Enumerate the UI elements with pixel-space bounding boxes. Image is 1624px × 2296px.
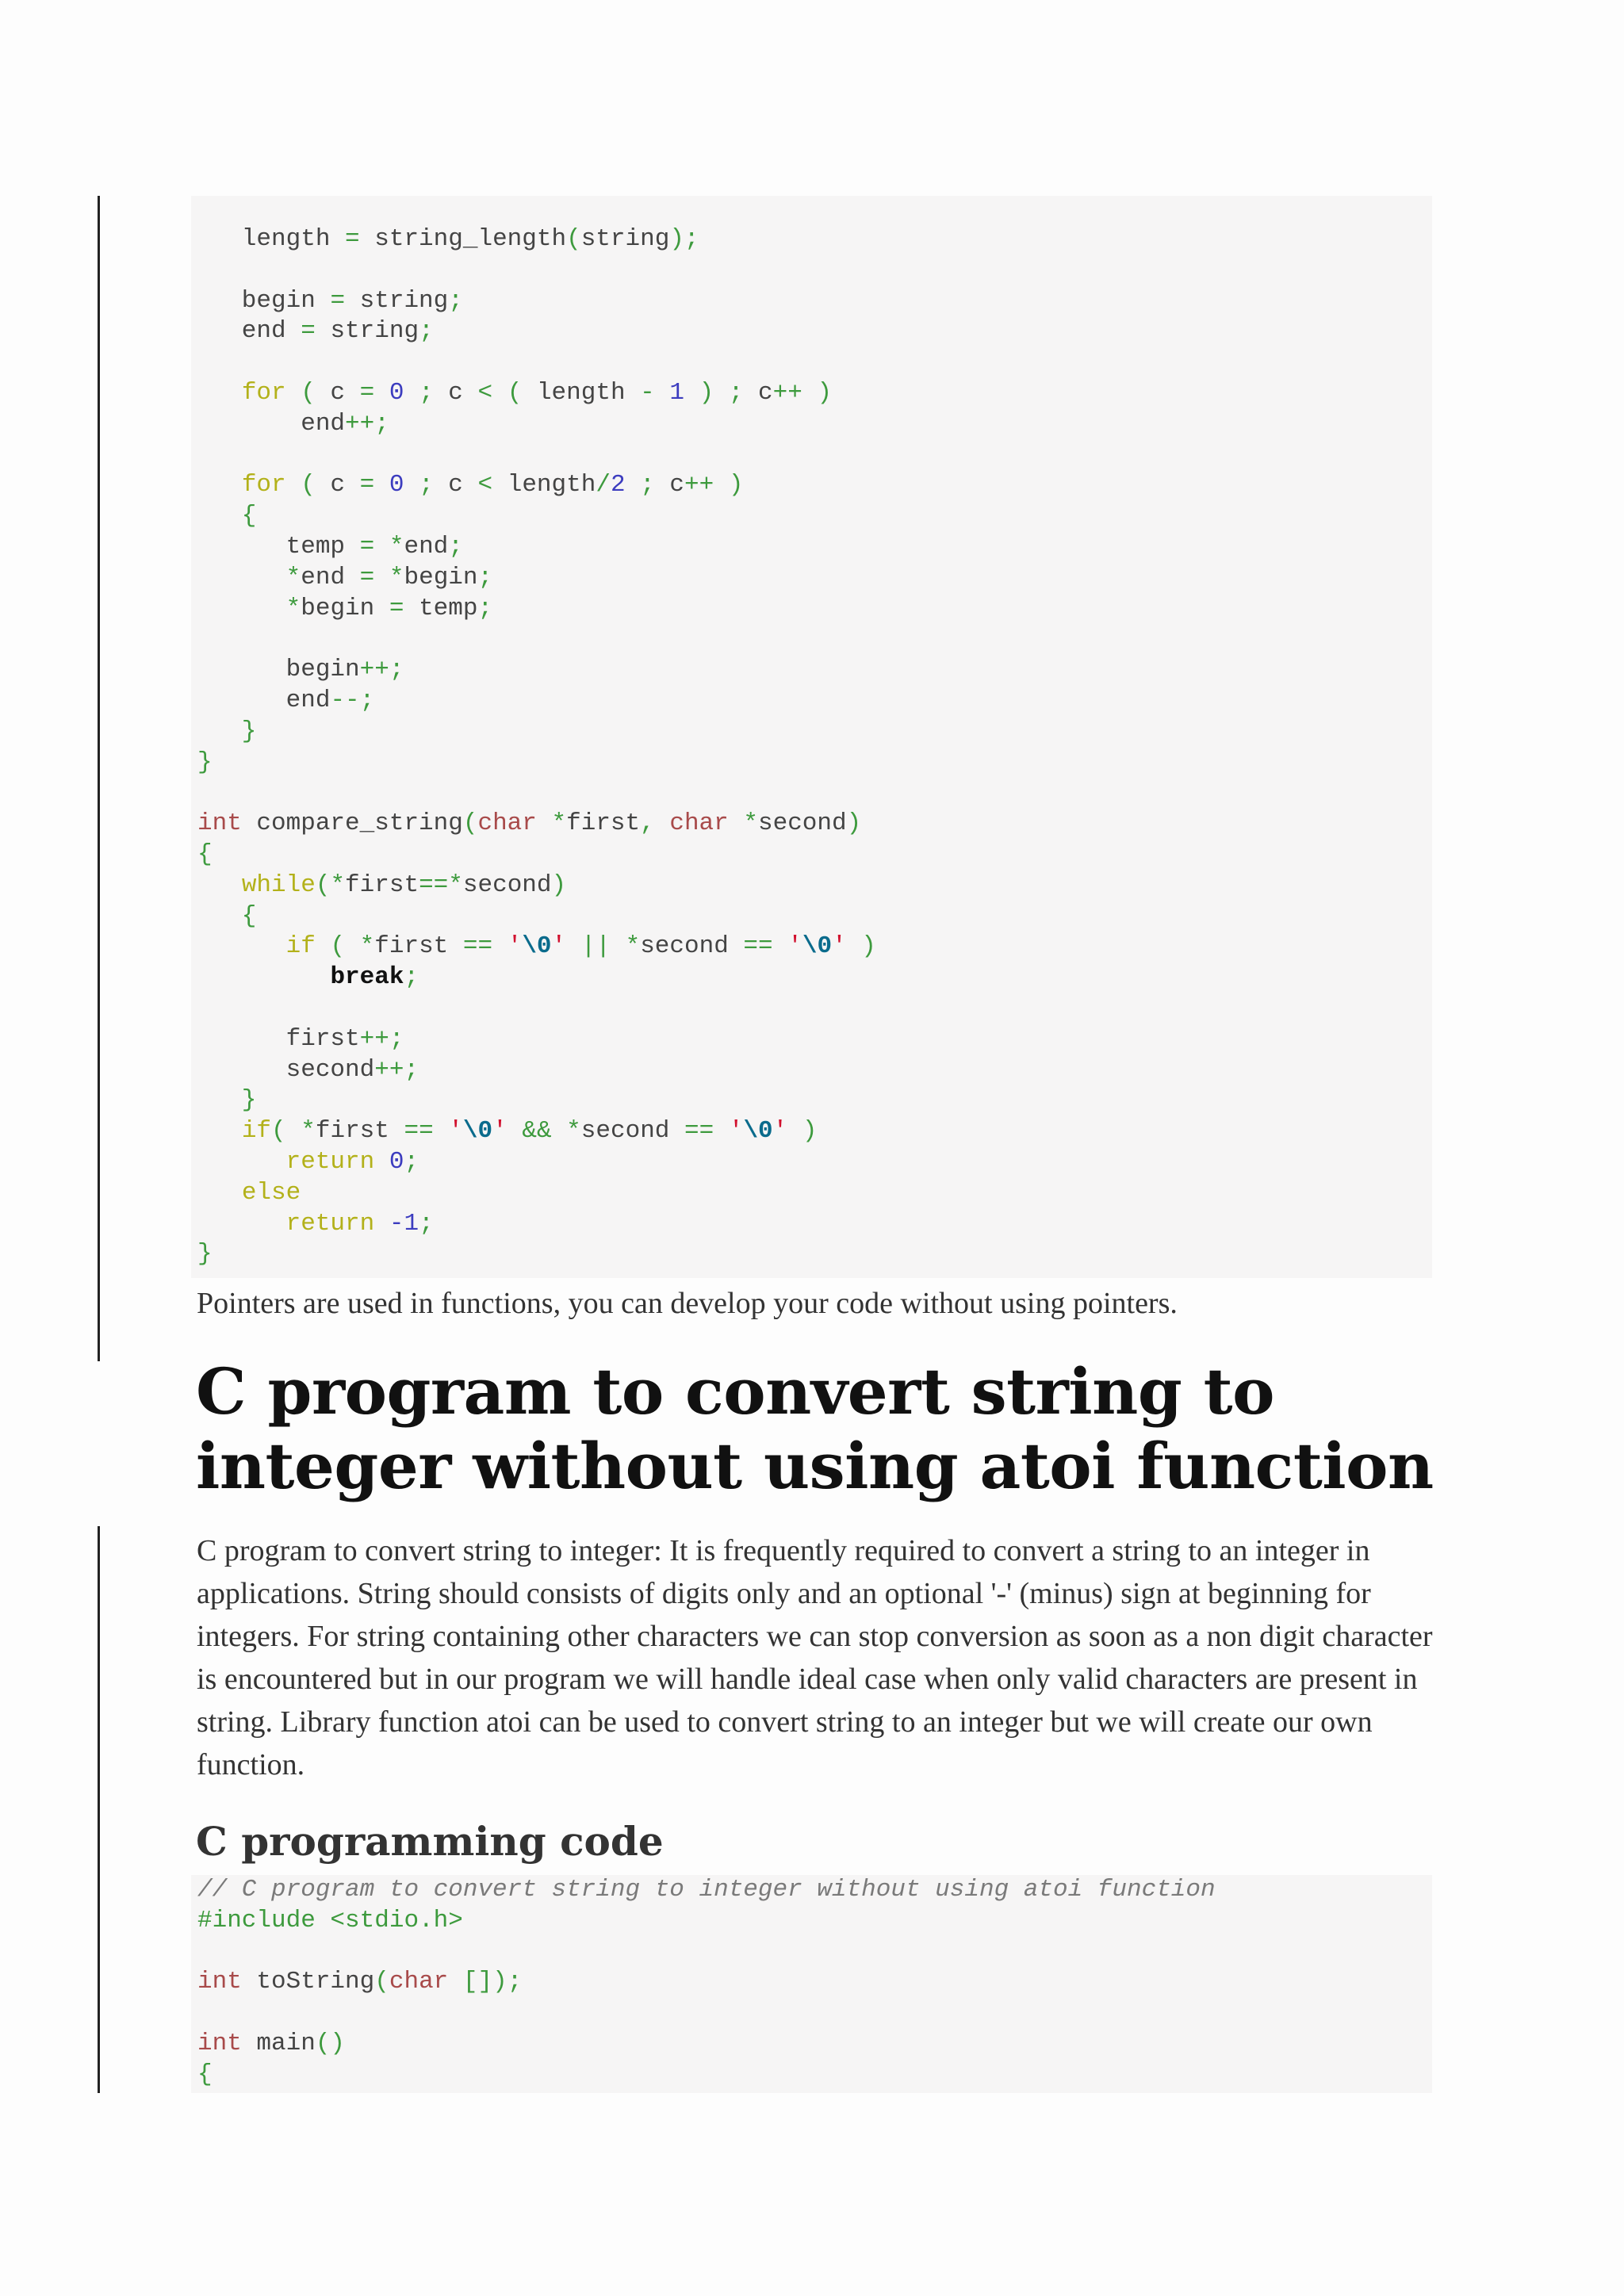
code-token: =	[301, 317, 316, 346]
code-token: second	[462, 871, 552, 899]
code-token: (	[271, 1117, 301, 1146]
code-token: end	[404, 532, 449, 561]
code-token: ;	[404, 1147, 419, 1176]
code-token: *	[285, 594, 301, 622]
code-token: =	[359, 532, 375, 561]
code-token: #include <stdio.h>	[197, 1906, 463, 1934]
quote-bar	[98, 196, 100, 1361]
code-token: ;	[448, 286, 463, 315]
code-line	[197, 1937, 1432, 1968]
code-token: ==	[404, 1117, 434, 1146]
code-token: c	[669, 471, 684, 499]
code-token: end	[197, 409, 346, 438]
code-token: (	[492, 378, 537, 407]
code-token: char	[669, 809, 729, 838]
code-line	[197, 1239, 1432, 1270]
code-token: (	[566, 225, 581, 253]
code-token: first	[315, 1117, 404, 1146]
code-token: --;	[330, 686, 375, 714]
code-token: ==	[462, 932, 493, 961]
code-line	[197, 286, 1432, 317]
code-block-atoi	[191, 1875, 1432, 2093]
code-line	[197, 1967, 1432, 1998]
code-token: begin	[301, 594, 389, 622]
code-line	[197, 809, 1432, 840]
code-token: \0	[802, 932, 833, 961]
code-token: ++	[684, 471, 714, 499]
code-line	[197, 224, 1432, 255]
code-token: (	[315, 871, 331, 899]
code-token: '	[787, 932, 802, 961]
code-line	[197, 717, 1432, 748]
code-token: }	[197, 1086, 257, 1115]
code-token: }	[197, 1240, 213, 1269]
code-token: *	[448, 871, 463, 899]
code-line	[197, 1085, 1432, 1116]
code-line	[197, 1178, 1432, 1209]
code-line	[197, 1116, 1432, 1147]
code-token: '	[551, 932, 567, 961]
quote-bar	[98, 1526, 100, 2093]
code-token	[197, 1117, 242, 1145]
code-token: second	[197, 1055, 375, 1084]
code-line	[197, 624, 1432, 655]
code-line	[197, 1024, 1432, 1055]
code-line	[197, 316, 1432, 347]
code-token: end	[197, 317, 301, 346]
code-token: second	[640, 932, 744, 961]
code-token: );	[669, 225, 699, 253]
code-token	[197, 379, 242, 407]
code-token: 0	[389, 471, 404, 499]
code-token: ;	[404, 471, 449, 499]
code-token: temp	[197, 532, 360, 561]
code-token	[374, 564, 389, 591]
code-token: *	[743, 809, 758, 838]
code-token: (	[462, 809, 478, 838]
code-token: else	[241, 1178, 301, 1207]
code-token	[197, 595, 286, 622]
code-token: toString	[241, 1968, 375, 1996]
code-token: '	[448, 1117, 463, 1146]
code-token: <	[477, 471, 493, 499]
code-token: length	[197, 225, 346, 253]
code-token: '	[772, 1117, 788, 1146]
code-token: *	[285, 563, 301, 591]
code-token: compare_string	[241, 809, 463, 838]
code-token: first	[345, 871, 419, 899]
code-token: ;	[404, 963, 419, 992]
code-token: int	[197, 809, 242, 838]
code-token	[537, 809, 552, 837]
code-token: end	[301, 563, 360, 591]
code-token: if	[285, 932, 316, 961]
code-line	[197, 532, 1432, 563]
code-token: *	[389, 563, 404, 591]
code-line	[197, 962, 1432, 993]
code-token: int	[197, 1968, 242, 1996]
code-line	[197, 1055, 1432, 1086]
code-token: string	[315, 317, 419, 346]
code-token: {	[197, 502, 257, 530]
code-token: string_length	[359, 225, 567, 253]
code-token: =	[389, 594, 404, 622]
code-token: for	[241, 378, 286, 407]
code-token: '	[507, 932, 523, 961]
code-token: =	[359, 471, 375, 499]
code-token: '	[728, 1117, 744, 1146]
code-token: )	[787, 1117, 818, 1146]
code-token	[434, 1117, 449, 1145]
code-token: 0	[389, 1147, 404, 1176]
code-token: )	[846, 932, 876, 961]
code-token: char	[389, 1968, 449, 1996]
code-token: length	[536, 378, 641, 407]
code-token: 0	[389, 378, 404, 407]
code-token: *	[359, 932, 375, 961]
code-token: ,	[640, 809, 670, 838]
code-token	[492, 932, 508, 960]
code-token	[729, 809, 744, 837]
code-token: -1	[389, 1209, 419, 1238]
code-token: second	[580, 1117, 685, 1146]
code-token: begin	[197, 286, 331, 315]
code-token: ;	[477, 594, 493, 622]
code-token: string	[345, 286, 449, 315]
code-token	[197, 932, 286, 960]
code-token	[374, 533, 389, 561]
code-token: while	[241, 871, 316, 899]
code-token: *	[566, 1117, 581, 1146]
code-line	[197, 1875, 1432, 1906]
code-token: temp	[404, 594, 478, 622]
code-token: \0	[522, 932, 552, 961]
code-token	[655, 379, 670, 407]
code-line	[197, 594, 1432, 625]
code-token: break	[330, 963, 404, 992]
code-token: (	[315, 932, 360, 961]
code-token: )	[551, 871, 567, 899]
code-line	[197, 409, 1432, 440]
code-line	[197, 563, 1432, 594]
code-token: ==	[419, 871, 449, 899]
code-token	[374, 471, 389, 499]
code-token: -	[640, 378, 655, 407]
code-token: c	[448, 378, 478, 407]
code-token	[197, 1148, 286, 1176]
code-token: {	[197, 901, 257, 930]
code-line	[197, 501, 1432, 532]
code-token	[197, 963, 330, 991]
code-token: c	[758, 378, 773, 407]
code-token: (	[285, 378, 331, 407]
code-token: for	[241, 471, 286, 499]
code-line	[197, 1998, 1432, 2029]
code-token: ++;	[359, 1024, 404, 1053]
pointers-note: Pointers are used in functions, you can develop your code without using pointers.	[197, 1287, 1178, 1320]
article-title: C program to convert string to integer without using atoi function	[196, 1354, 1434, 1503]
code-token: first	[374, 932, 463, 961]
code-line	[197, 1209, 1432, 1240]
code-token: =	[359, 563, 375, 591]
code-token: c	[330, 471, 360, 499]
code-token: {	[197, 2060, 213, 2088]
code-token: ++;	[359, 656, 404, 684]
code-token: *	[551, 809, 567, 838]
code-token: string	[580, 225, 670, 253]
code-line	[197, 993, 1432, 1024]
code-token: int	[197, 2029, 242, 2057]
code-token: *	[330, 871, 346, 899]
code-token: *	[301, 1117, 316, 1146]
code-token: // C program to convert string to integer without using atoi function	[197, 1876, 1216, 1904]
code-token: =	[345, 225, 360, 253]
code-token: *	[389, 532, 404, 561]
code-token: *	[625, 932, 641, 961]
code-token: ++;	[345, 409, 389, 438]
code-token: ++	[772, 378, 802, 407]
code-token: if	[241, 1117, 272, 1146]
code-line	[197, 778, 1432, 809]
code-token: ;	[448, 532, 463, 561]
code-token: ) ;	[684, 378, 759, 407]
code-token	[197, 471, 242, 499]
code-token: first	[197, 1024, 360, 1053]
code-token: )	[714, 471, 744, 499]
code-token: &&	[507, 1117, 567, 1146]
code-token: (	[374, 1968, 389, 1996]
code-line	[197, 378, 1432, 409]
code-token: begin	[404, 563, 478, 591]
code-token: ;	[419, 1209, 434, 1238]
code-block-string-functions	[191, 196, 1432, 1278]
code-token: =	[330, 286, 346, 315]
code-token: 1	[669, 378, 684, 407]
code-token: ;	[625, 471, 670, 499]
code-token: '	[832, 932, 847, 961]
code-token: 2	[610, 471, 626, 499]
code-token: ==	[684, 1117, 714, 1146]
code-token	[197, 1179, 242, 1207]
code-token: return	[285, 1209, 375, 1238]
code-line	[197, 901, 1432, 932]
code-token: ;	[404, 378, 449, 407]
code-token: (	[285, 471, 331, 499]
code-line	[197, 748, 1432, 779]
code-token: first	[566, 809, 641, 838]
code-token: length	[492, 471, 596, 499]
code-token: c	[330, 378, 360, 407]
code-token	[197, 564, 286, 591]
code-token: begin	[197, 656, 360, 684]
code-line	[197, 840, 1432, 871]
code-line	[197, 347, 1432, 378]
code-token: }	[197, 717, 257, 745]
code-token: ++;	[374, 1055, 419, 1084]
code-token: ;	[419, 317, 434, 346]
code-line	[197, 440, 1432, 471]
code-token: c	[448, 471, 478, 499]
code-token: )	[846, 809, 862, 838]
code-token	[374, 379, 389, 407]
code-token: []);	[448, 1968, 523, 1996]
code-token	[374, 1210, 389, 1238]
code-token: ==	[743, 932, 773, 961]
code-token: =	[359, 378, 375, 407]
code-line	[197, 686, 1432, 717]
code-line	[197, 871, 1432, 901]
code-line	[197, 932, 1432, 962]
code-token: ()	[315, 2029, 346, 2057]
code-line	[197, 655, 1432, 686]
code-token: <	[477, 378, 493, 407]
code-token	[374, 1148, 389, 1176]
code-token	[197, 1210, 286, 1238]
code-token: \0	[462, 1117, 493, 1146]
intro-paragraph: C program to convert string to integer: It is frequently required to convert a string to an integer in applications. String should consists of digits only and an optional '-' (minus) sign at beginning for integers. For string containing other characters we can stop conversion as soon as a non digit character is encountered but in our program we will handle ideal case when only valid characters are present in string. Library function atoi can be used to convert string to an integer but we will create our own function.	[197, 1534, 1433, 1781]
code-line	[197, 2060, 1432, 2091]
code-token	[773, 932, 788, 960]
code-token: ;	[477, 563, 493, 591]
code-token: return	[285, 1147, 375, 1176]
code-token	[197, 871, 242, 899]
code-line	[197, 470, 1432, 501]
code-token: char	[477, 809, 537, 838]
code-token	[714, 1117, 729, 1145]
code-token: \0	[743, 1117, 773, 1146]
code-token: second	[757, 809, 847, 838]
code-token: ||	[566, 932, 626, 961]
code-token: /	[596, 471, 611, 499]
code-token: }	[197, 748, 213, 776]
section-heading: C programming code	[196, 1818, 664, 1865]
code-line	[197, 1147, 1432, 1178]
code-token: end	[197, 686, 331, 714]
code-line	[197, 1906, 1432, 1937]
code-token: '	[492, 1117, 508, 1146]
code-token: )	[802, 378, 833, 407]
code-line	[197, 2029, 1432, 2060]
code-token: {	[197, 840, 213, 868]
code-line	[197, 255, 1432, 286]
code-token: main	[241, 2029, 316, 2057]
